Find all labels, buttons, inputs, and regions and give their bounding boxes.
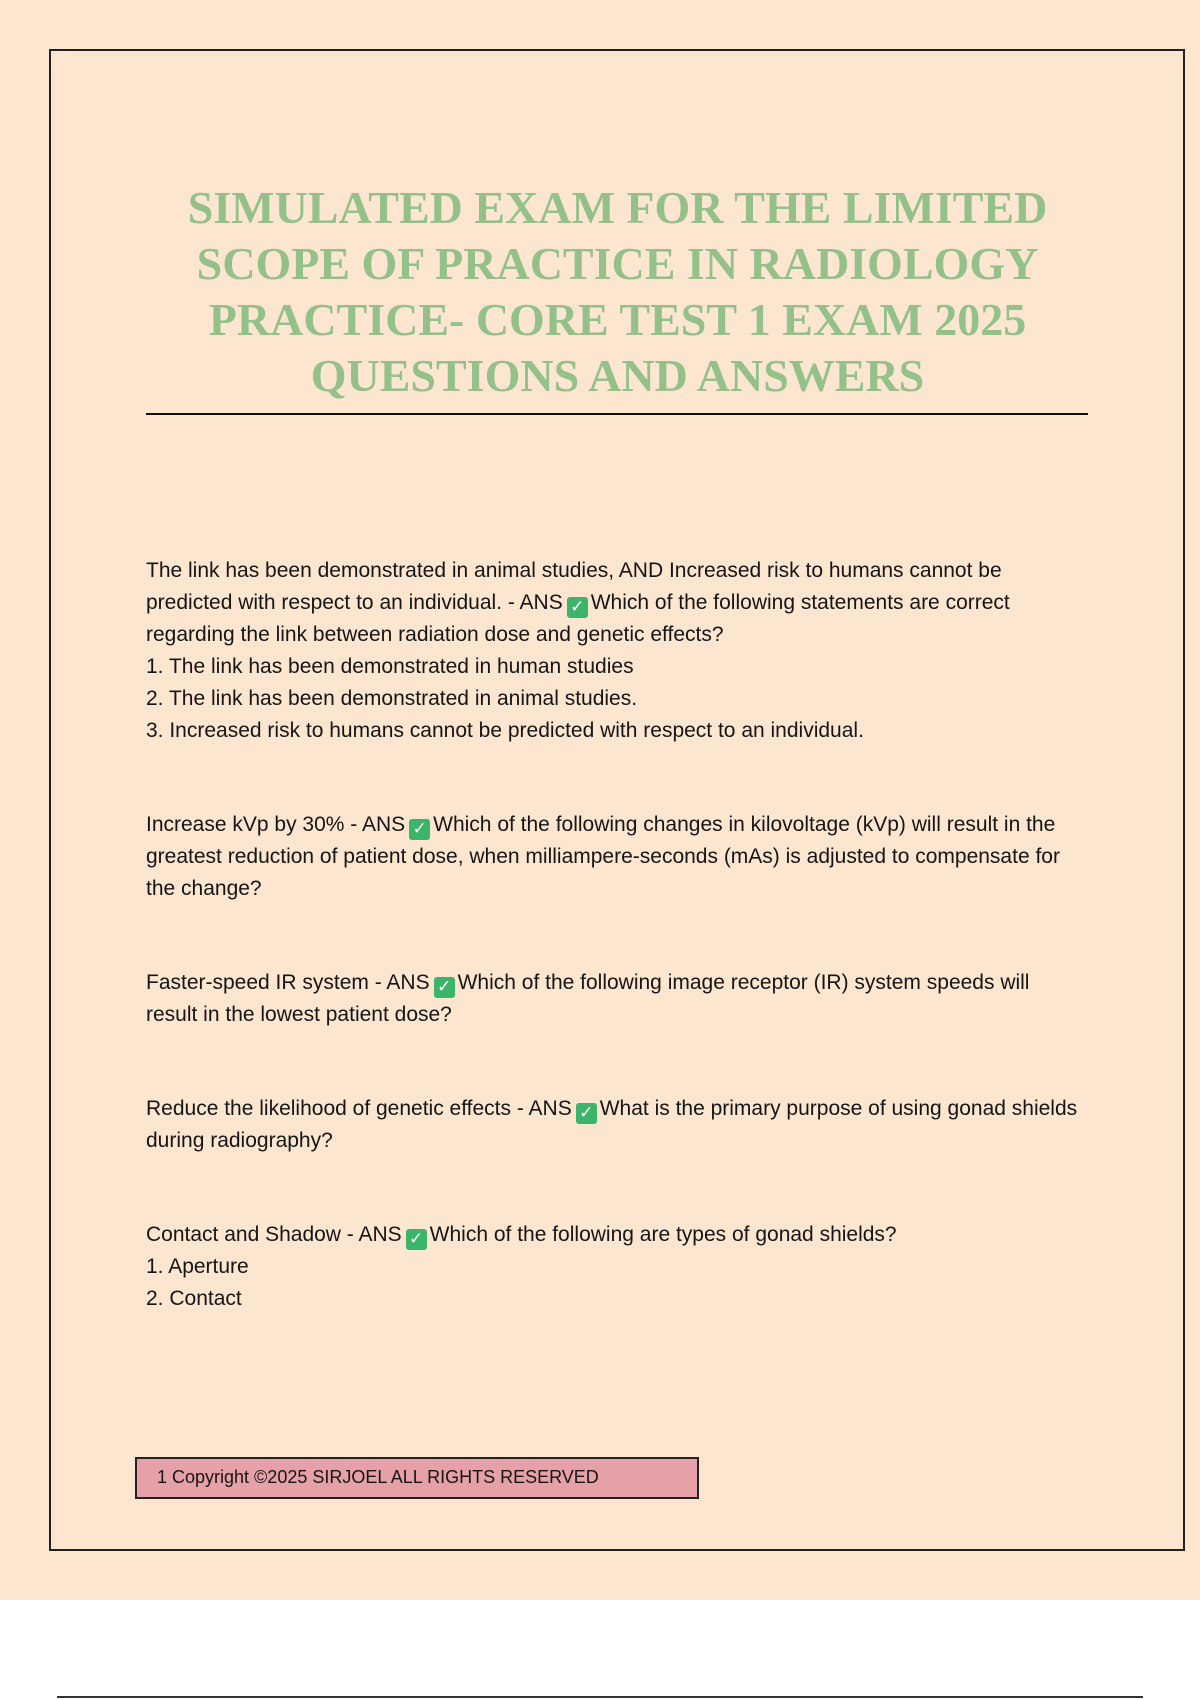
check-mark-icon: ✓ <box>406 1229 427 1250</box>
copyright-footer: 1 Copyright ©2025 SIRJOEL ALL RIGHTS RESERVED <box>135 1457 699 1499</box>
qa-item <box>146 1219 1086 1315</box>
check-mark-icon: ✓ <box>434 977 455 998</box>
check-mark-icon: ✓ <box>567 597 588 618</box>
question-text: What is the primary purpose of using gonad shields during radiography? <box>146 1097 1078 1152</box>
ans-label: ANS <box>361 813 406 836</box>
ans-label: ANS <box>528 1097 572 1120</box>
ans-label: ANS <box>386 971 430 994</box>
question-text: Which of the following are types of gonad shields? <box>429 1223 897 1246</box>
document-title: SIMULATED EXAM FOR THE LIMITED SCOPE OF PRACTICE IN RADIOLOGY PRACTICE- CORE TEST 1 EXAM 2025 QUESTIONS AND ANSWERS <box>187 182 1048 401</box>
question-text: Which of the following changes in kilovoltage (kVp) will result in the greatest reduction of patient dose, when milliampere-seconds (mAs) is adjusted to compensate for the change? <box>146 813 1060 900</box>
ans-label: ANS <box>358 1223 402 1246</box>
qa-item <box>146 809 1086 905</box>
question-text: Which of the following statements are correct regarding the link between radiation dose and genetic effects? <box>146 591 1010 646</box>
option-item: 3. Increased risk to humans cannot be predicted with respect to an individual. <box>146 719 864 742</box>
check-mark-icon: ✓ <box>409 819 430 840</box>
qa-list <box>146 555 1086 1377</box>
check-mark-icon: ✓ <box>576 1103 597 1124</box>
option-item: 2. The link has been demonstrated in animal studies. <box>146 687 638 710</box>
qa-item <box>146 967 1086 1031</box>
option-item: 1. The link has been demonstrated in human studies <box>146 655 634 678</box>
ans-label: ANS <box>519 591 563 614</box>
question-text: Which of the following image receptor (IR) system speeds will result in the lowest patient dose? <box>146 971 1030 1026</box>
bottom-divider <box>57 1696 1143 1698</box>
option-item: 2. Contact <box>146 1287 242 1310</box>
answer-text: Increase kVp by 30% - <box>146 813 362 836</box>
qa-item <box>146 1093 1086 1157</box>
title-underline <box>146 413 1088 415</box>
qa-item <box>146 555 1086 747</box>
answer-text: The link has been demonstrated in animal studies, AND Increased risk to humans cannot be predicted with respect to an individual. - <box>146 559 1002 614</box>
option-item: 1. Aperture <box>146 1255 249 1278</box>
answer-text: Faster-speed IR system - <box>146 971 387 994</box>
answer-text: Contact and Shadow - <box>146 1223 359 1246</box>
answer-text: Reduce the likelihood of genetic effects - <box>146 1097 529 1120</box>
